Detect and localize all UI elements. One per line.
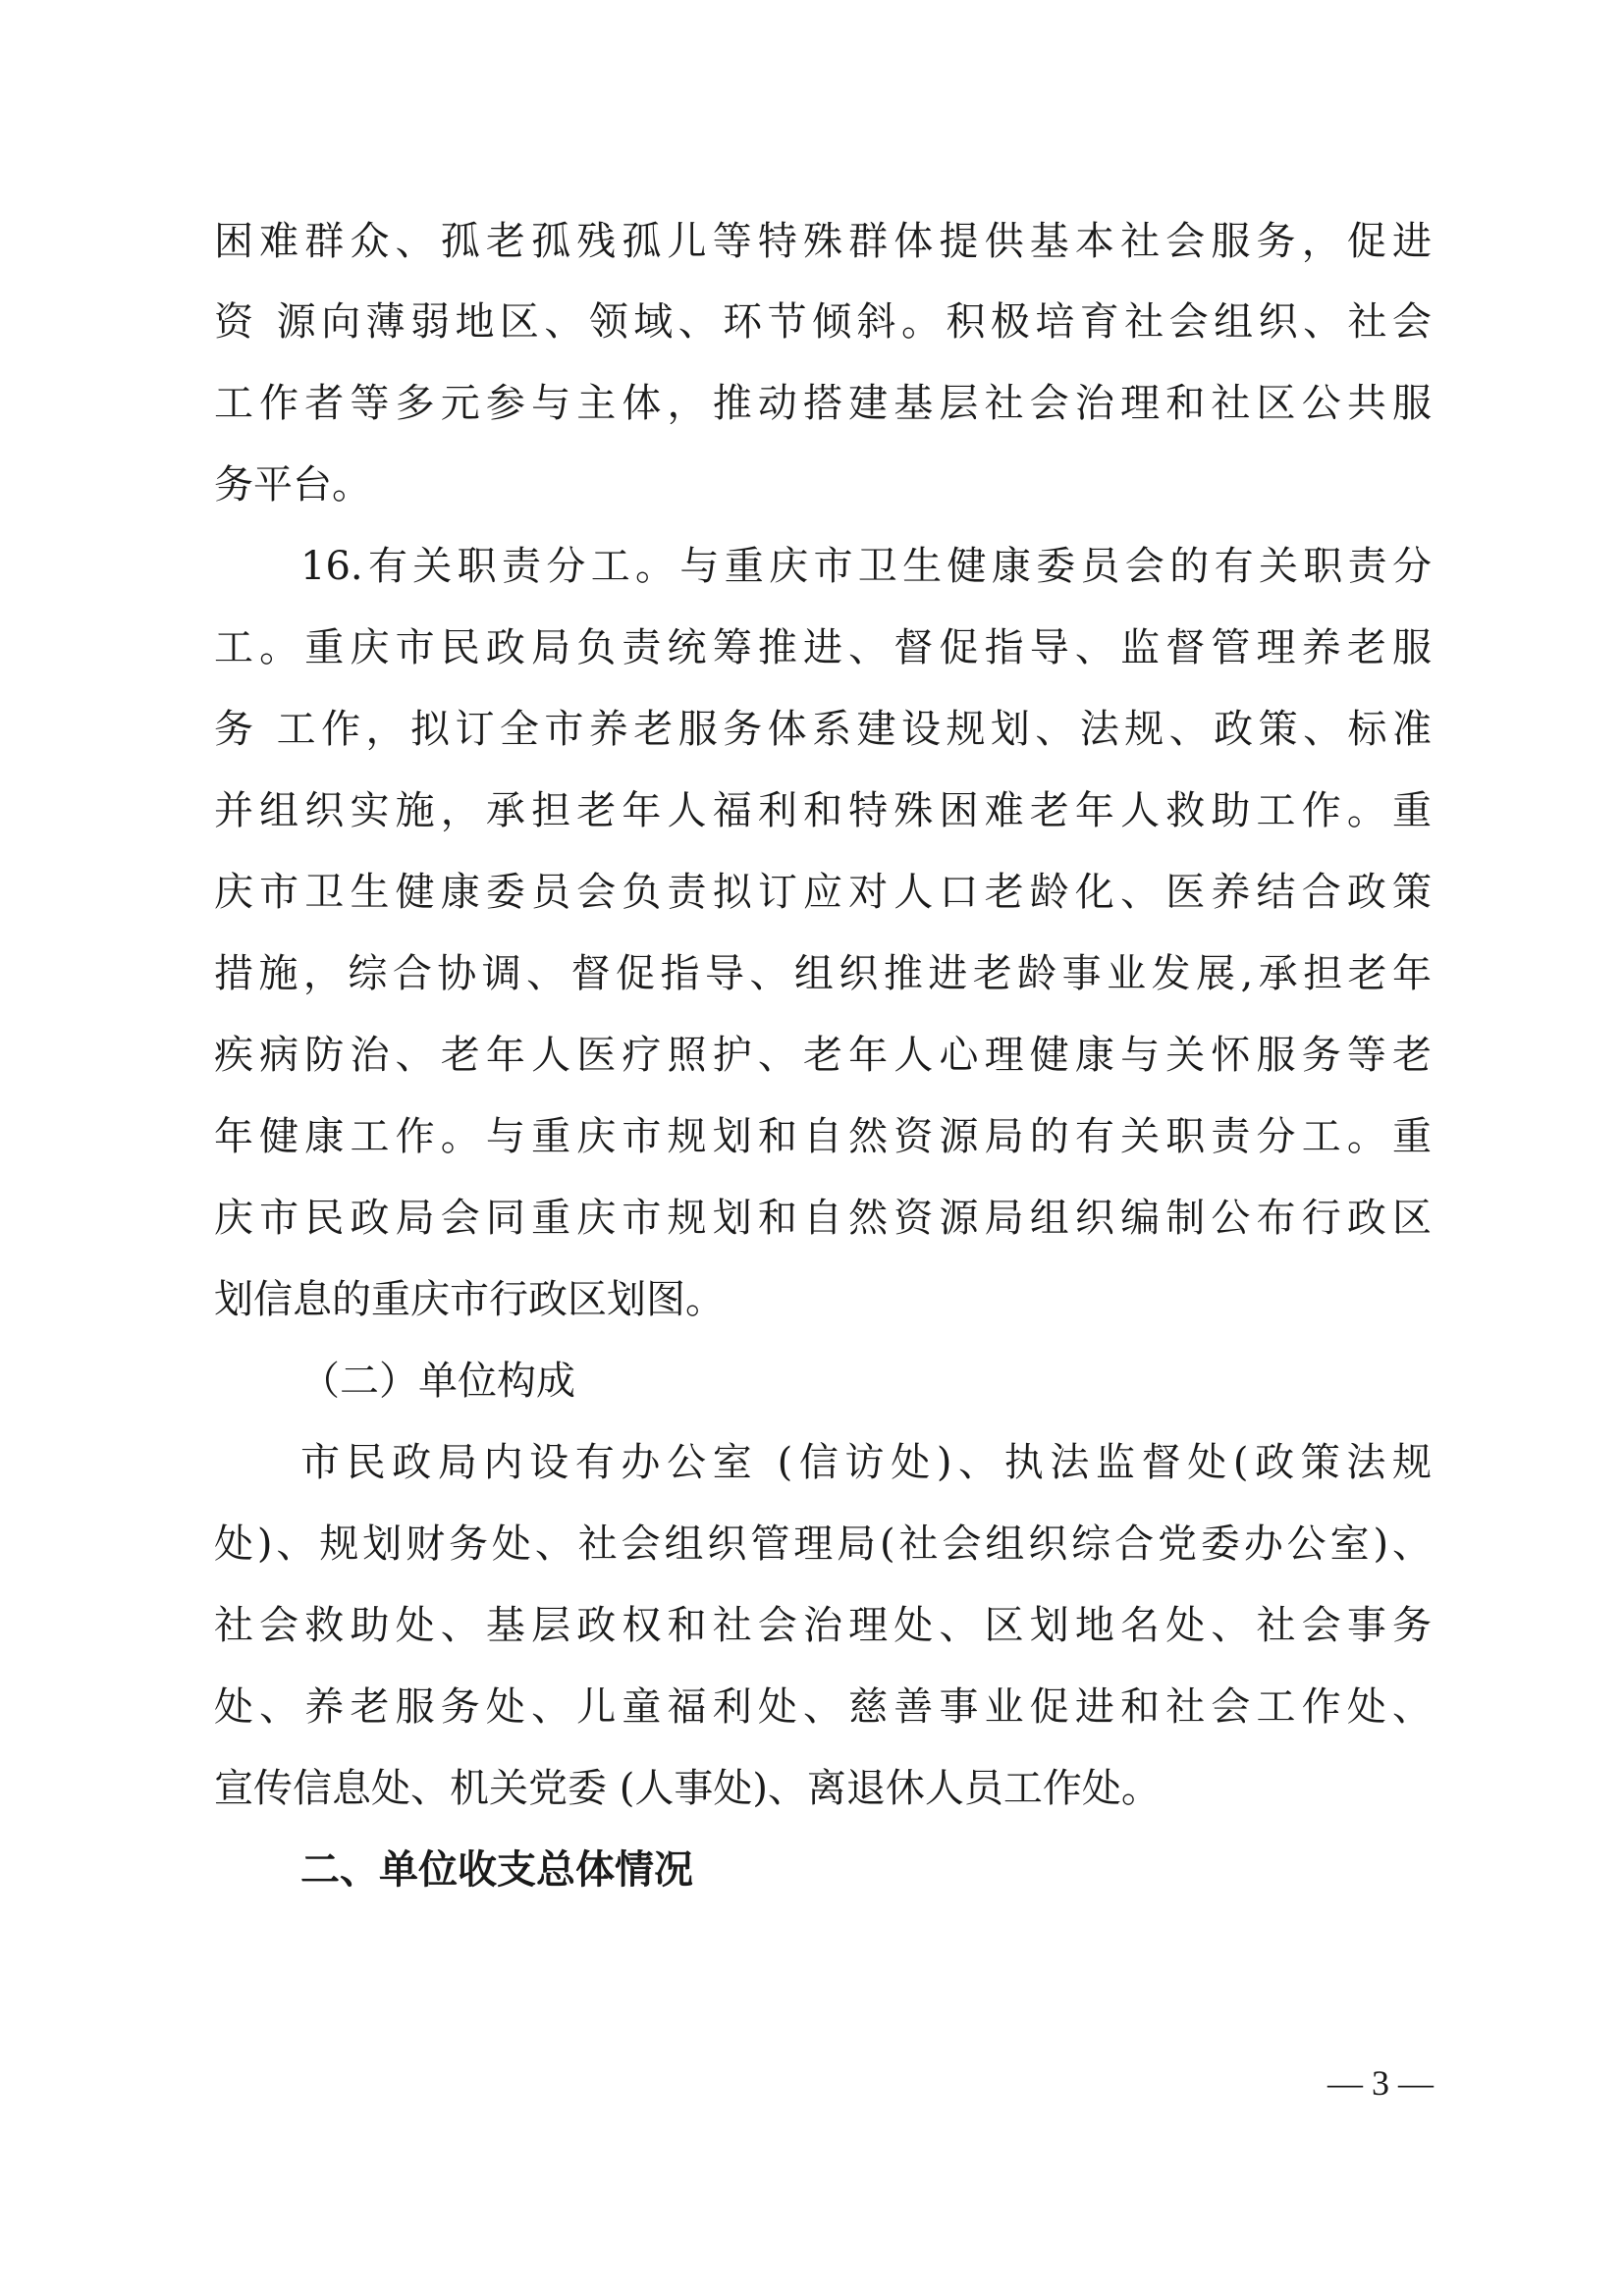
text-line: 处、养老服务处、儿童福利处、慈善事业促进和社会工作处、 [214, 1684, 1432, 1730]
text-line: 年健康工作。与重庆市规划和自然资源局的有关职责分工。重 [214, 1114, 1432, 1159]
section-heading-income-expenditure: 二、单位收支总体情况 [300, 1847, 693, 1893]
text-line: 并组织实施，承担老年人福利和特殊困难老年人救助工作。重 [214, 788, 1432, 833]
text-line: 务平台。 [214, 462, 371, 507]
text-line: 疾病防治、老年人医疗照护、老年人心理健康与关怀服务等老 [214, 1033, 1432, 1078]
text-line: 困难群众、孤老孤残孤儿等特殊群体提供基本社会服务，促进 [214, 219, 1432, 264]
page-number: — 3 — [1327, 2063, 1434, 2103]
paragraph-16-first-line: 16.有关职责分工。与重庆市卫生健康委员会的有关职责分 [300, 544, 1432, 589]
unit-composition-first-line: 市民政局内设有办公室 (信访处)、执法监督处(政策法规 [300, 1440, 1432, 1485]
text-line: 社会救助处、基层政权和社会治理处、区划地名处、社会事务 [214, 1603, 1432, 1648]
text-line: 工作者等多元参与主体，推动搭建基层社会治理和社区公共服 [214, 381, 1432, 426]
text-line: 处)、规划财务处、社会组织管理局(社会组织综合党委办公室)、 [214, 1522, 1432, 1567]
text-line: 资 源向薄弱地区、领域、环节倾斜。积极培育社会组织、社会 [214, 299, 1432, 345]
text-line: 宣传信息处、机关党委 (人事处)、离退休人员工作处。 [214, 1766, 1161, 1811]
text-line: 工。重庆市民政局负责统筹推进、督促指导、监督管理养老服 [214, 625, 1432, 670]
section-heading-unit-composition: （二）单位构成 [300, 1359, 575, 1404]
text-line: 措施，综合协调、督促指导、组织推进老龄事业发展,承担老年 [214, 951, 1432, 996]
text-line: 务 工作，拟订全市养老服务体系建设规划、法规、政策、标准 [214, 707, 1432, 752]
text-line: 划信息的重庆市行政区划图。 [214, 1277, 725, 1322]
text-line: 庆市民政局会同重庆市规划和自然资源局组织编制公布行政区 [214, 1196, 1432, 1241]
text-line: 庆市卫生健康委员会负责拟订应对人口老龄化、医养结合政策 [214, 870, 1432, 915]
